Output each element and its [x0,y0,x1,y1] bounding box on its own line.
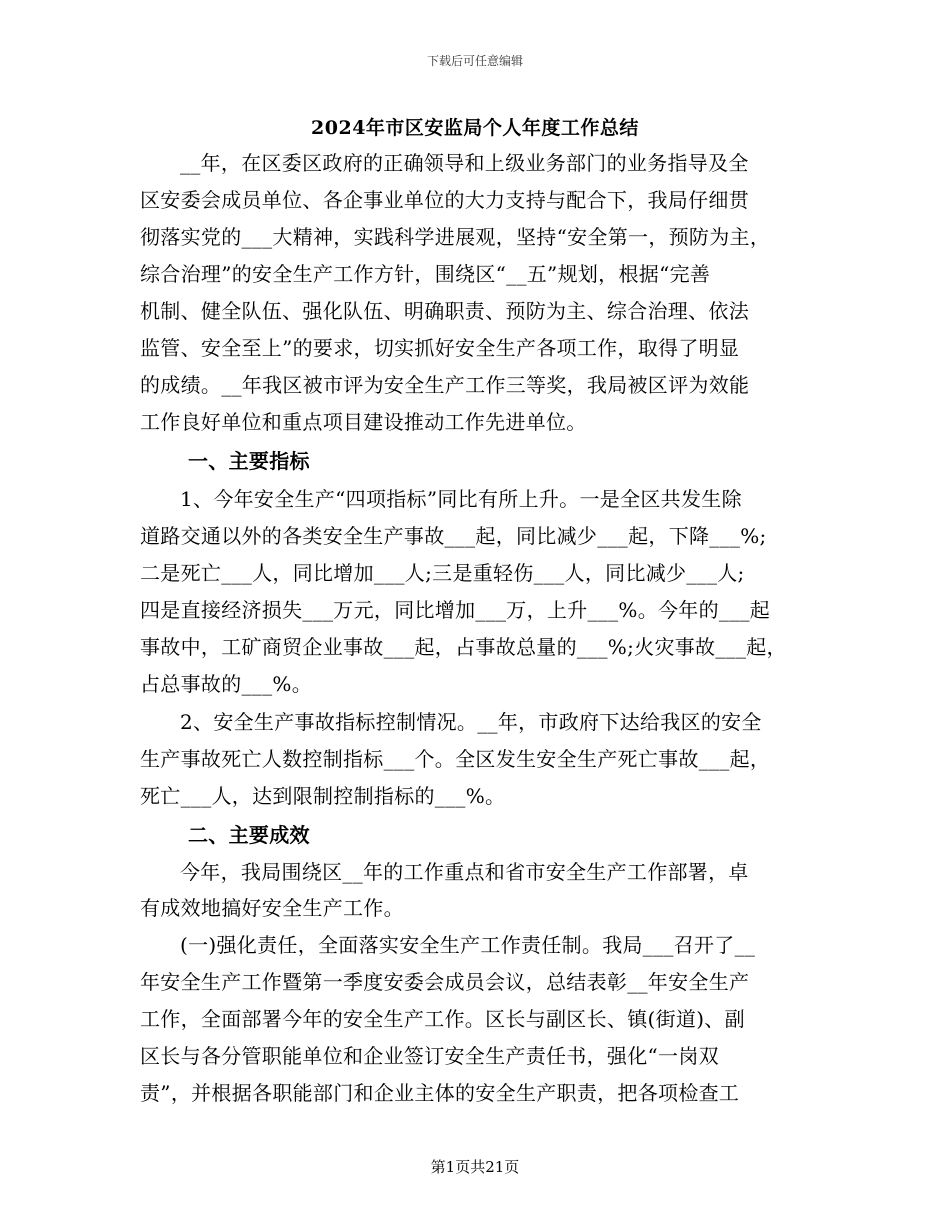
paragraph-line: 事故中，工矿商贸企业事故___起，占事故总量的___%;火灾事故___起， [140,635,787,659]
page-footer: 第1页共21页 [430,1158,520,1176]
paragraph-line: 监管、安全至上”的要求，切实抓好安全生产各项工作，取得了明显 [140,336,740,360]
paragraph-line: 机制、健全队伍、强化队伍、明确职责、预防为主、综合治理、依法 [140,299,749,323]
paragraph-line: 彻落实党的___大精神，实践科学进展观，坚持“安全第一，预防为主， [140,225,771,249]
paragraph-line: 年安全生产工作暨第一季度安委会成员会议，总结表彰__年安全生产 [140,970,750,994]
paragraph-line: 占总事故的___%。 [140,672,313,696]
document-title: 2024年市区安监局个人年度工作总结 [311,117,639,139]
paragraph-line: 综合治理”的安全生产工作方针，围绕区“__五”规划，根据“完善 [140,262,711,286]
paragraph-line: 道路交通以外的各类安全生产事故___起，同比减少___起，下降___%; [140,524,767,548]
paragraph-line: 今年，我局围绕区__年的工作重点和省市安全生产工作部署，卓 [180,860,749,884]
paragraph-line: 工作良好单位和重点项目建设推动工作先进单位。 [140,410,587,434]
paragraph-line: 四是直接经济损失___万元，同比增加___万，上升___%。今年的___起 [140,598,771,622]
paragraph-line: 二是死亡___人，同比增加___人;三是重轻伤___人，同比减少___人; [140,561,745,585]
paragraph-line: 工作，全面部署今年的安全生产工作。区长与副区长、镇(街道)、副 [140,1007,745,1031]
paragraph-line: 1、今年安全生产“四项指标”同比有所上升。一是全区共发生除 [180,487,742,511]
paragraph-line: (一)强化责任，全面落实安全生产工作责任制。我局___召开了__ [180,933,756,957]
paragraph-line: 死亡___人，达到限制控制指标的___%。 [140,784,506,808]
paragraph-line: 区安委会成员单位、各企事业单位的大力支持与配合下，我局仔细贯 [140,188,749,212]
paragraph-line: __年，在区委区政府的正确领导和上级业务部门的业务指导及全 [180,151,749,175]
page-header: 下载后可任意编辑 [426,54,523,68]
paragraph-line: 的成绩。__年我区被市评为安全生产工作三等奖，我局被区评为效能 [140,373,750,397]
paragraph-line: 有成效地搞好安全生产工作。 [140,896,404,920]
section-heading: 一、主要指标 [188,449,310,473]
paragraph-line: 2、安全生产事故指标控制情况。__年，市政府下达给我区的安全 [180,710,762,734]
paragraph-line: 责”，并根据各职能部门和企业主体的安全生产职责，把各项检查工 [140,1081,740,1105]
paragraph-line: 生产事故死亡人数控制指标___个。全区发生安全生产死亡事故___起， [140,747,771,771]
paragraph-line: 区长与各分管职能单位和企业签订安全生产责任书，强化“一岗双 [140,1044,719,1068]
section-heading: 二、主要成效 [188,823,310,847]
